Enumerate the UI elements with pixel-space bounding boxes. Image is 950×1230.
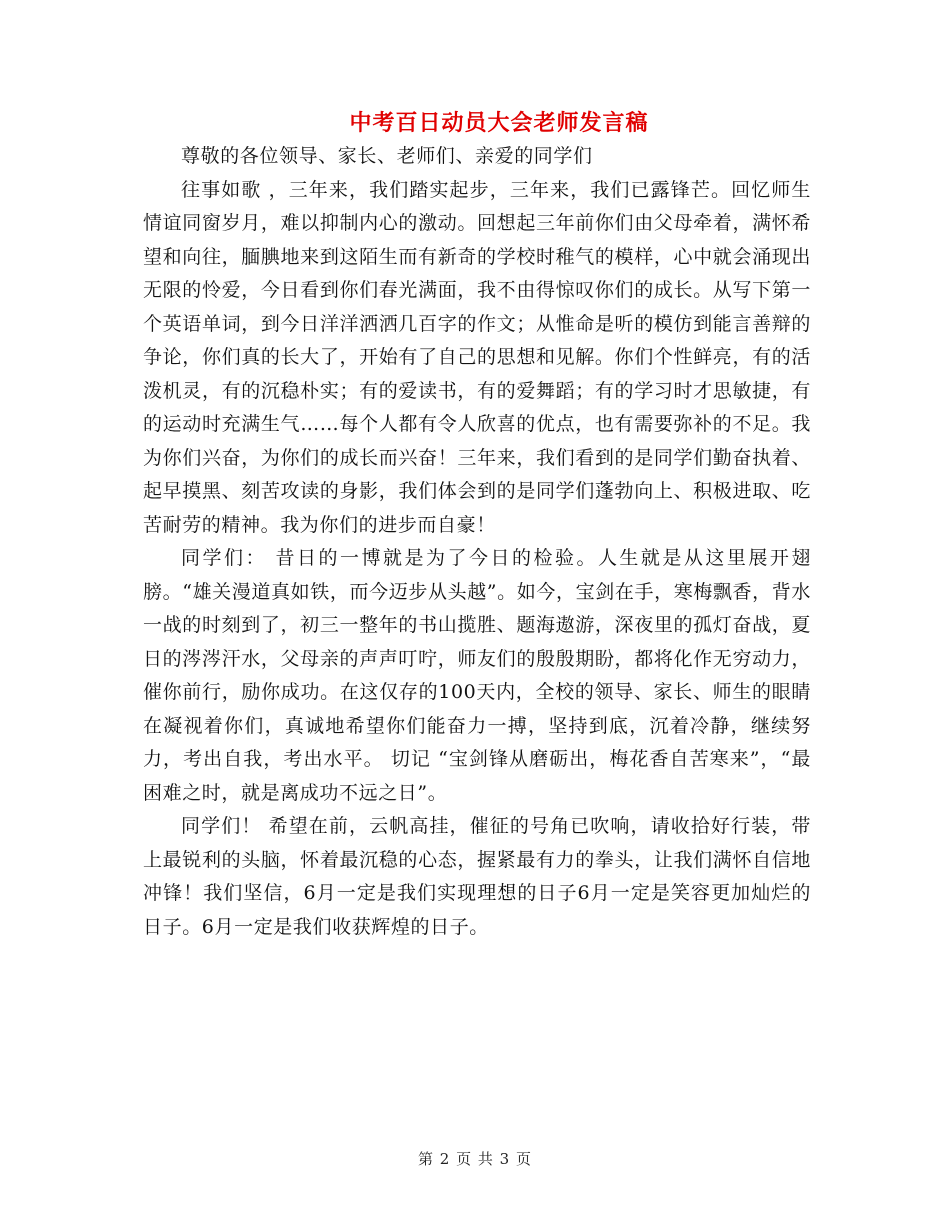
greeting-line: 尊敬的各位领导、家长、老师们、亲爱的同学们 [181,145,593,167]
paragraph-2: 同学们： 昔日的一博就是为了今日的检验。人生就是从这里展开翅膀。“雄关漫道真如铁，而今迈步从头越”。如今，宝剑在手，寒梅飘香，背水一战的时刻到了，初三一整年的书山揽胜、题海遨游，深夜里的孤灯奋战，夏日的涔涔汗水，父母亲的声声叮咛，师友们的殷殷期盼，都将化作无穷动力，催你前行，励你成功。在这仅存的100天内，全校的领导、家长、师生的眼睛在凝视着你们，真诚地希望你们能奋力一搏，坚持到底，沉着冷静，继续努力，考出自我，考出水平。 切记 “宝剑锋从磨砺出，梅花香自苦寒来”，“最困难之时，就是离成功不远之日”。 [143,547,811,804]
paragraph-3: 同学们！ 希望在前，云帆高挂，催征的号角已吹响，请收拾好行装，带上最锐利的头脑，怀着最沉稳的心态，握紧最有力的拳头，让我们满怀自信地冲锋！我们坚信，6月一定是我们实现理想的日子6月一定是笑容更加灿烂的日子。6月一定是我们收获辉煌的日子。 [143,815,811,938]
page-number-footer: 第 2 页 共 3 页 [418,1150,532,1168]
document-body [143,140,811,944]
paragraph-1: 往事如歌 ，三年来，我们踏实起步，三年来，我们已露锋芒。回忆师生情谊同窗岁月，难以抑制内心的激动。回想起三年前你们由父母牵着，满怀希望和向往，腼腆地来到这陌生而有新奇的学校时稚气的模样，心中就会涌现出无限的怜爱，今日看到你们春光满面，我不由得惊叹你们的成长。从写下第一个英语单词，到今日洋洋洒洒几百字的作文；从惟命是听的模仿到能言善辩的争论，你们真的长大了，开始有了自己的思想和见解。你们个性鲜亮，有的活泼机灵，有的沉稳朴实；有的爱读书，有的爱舞蹈；有的学习时才思敏捷，有的运动时充满生气……每个人都有令人欣喜的优点，也有需要弥补的不足。我为你们兴奋，为你们的成长而兴奋！三年来，我们看到的是同学们勤奋执着、起早摸黑、刻苦攻读的身影，我们体会到的是同学们蓬勃向上、积极进取、吃苦耐劳的精神。我为你们的进步而自豪！ [143,178,811,536]
document-title: 中考百日动员大会老师发言稿 [349,110,649,136]
